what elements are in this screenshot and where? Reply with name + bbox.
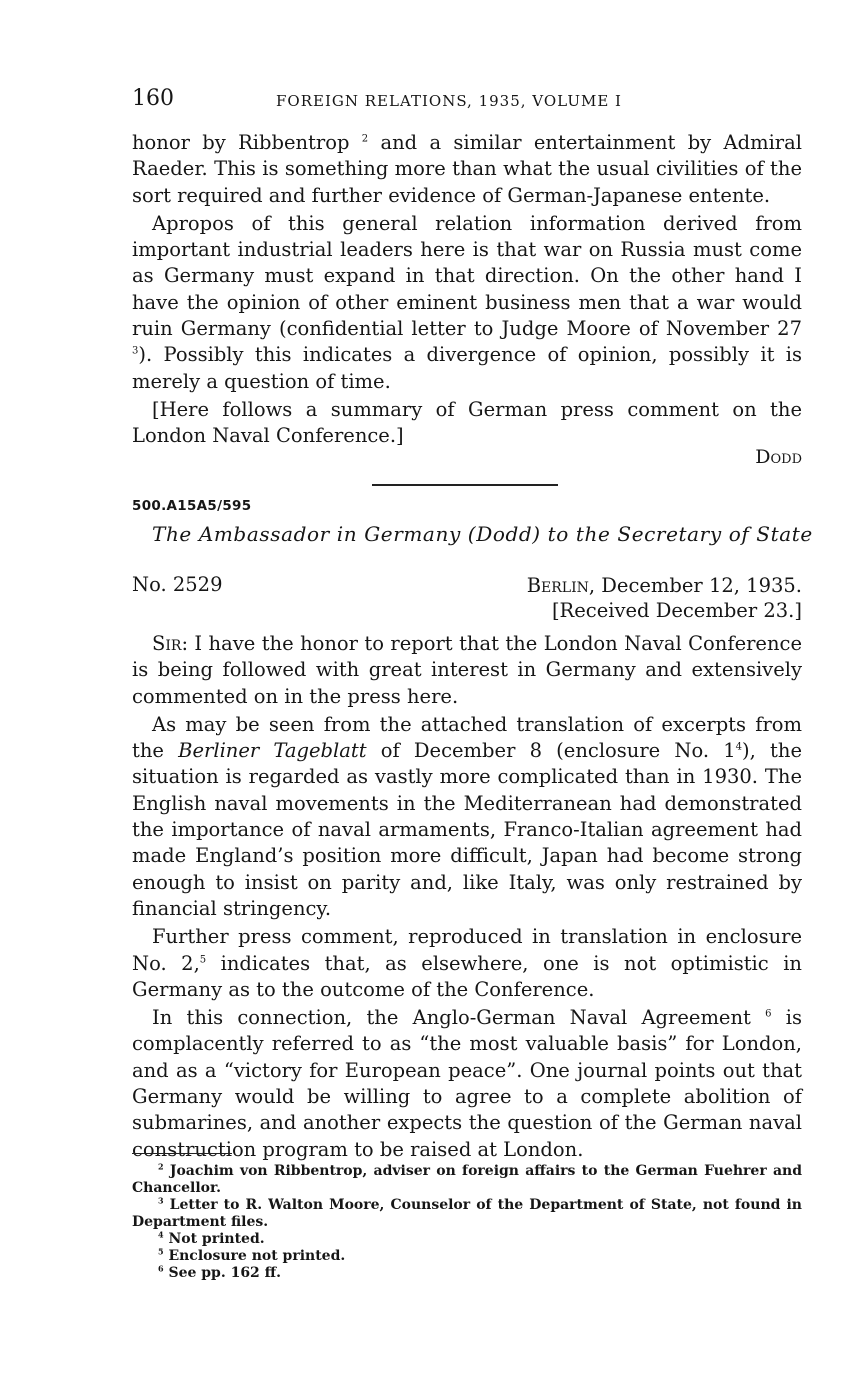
text-run: indicates that, as elsewhere, one is not optimistic in Germany as to the outcome of the Conference. [132,951,802,1001]
footnote-mark: 6 [158,1263,164,1274]
salutation: Sir [152,632,182,655]
footnote-ref: 3 [132,345,139,357]
footnote [132,1163,802,1197]
footnote-text: Joachim von Ribbentrop, adviser on foreign affairs to the German Fuehrer and Chancellor. [132,1163,802,1196]
previous-document-text [132,130,802,450]
text-run: of December 8 (enclosure No. 1 [366,739,736,763]
dateline [527,573,802,623]
footnote [132,1197,802,1231]
document-title: The Ambassador in Germany (Dodd) to the Secretary of State [152,522,813,546]
date-text: , December 12, 1935. [588,574,802,597]
footnote-text: See pp. 162 ff. [163,1265,282,1281]
date-place: Berlin [526,574,589,597]
footnote-ref: 5 [199,954,207,966]
footnotes [132,1163,802,1282]
footnote [132,1231,802,1248]
text-run: ). Possibly this indicates a divergence of opinion, possibly it is merely a question of time. [132,343,802,393]
signature: Dodd [755,446,802,468]
file-number: 500.A15A5/595 [132,498,252,514]
page-header [132,86,802,116]
footnote-mark: 4 [158,1229,164,1240]
running-head: FOREIGN RELATIONS, 1935, VOLUME I [276,92,622,110]
paragraph [132,211,802,395]
received-date: [Received December 23.] [551,599,802,622]
newspaper-title: Berliner Tageblatt [178,739,367,763]
text-run: Apropos of this general relation information derived from important industrial leaders here is that war on Russia must come as Germany must expand in that direction. On the other hand I have the opinion of other eminent business men that a war would ruin Germany (confidential letter to Judge Moore of November 27 [132,211,802,341]
paragraph [132,130,802,209]
text-run: and a similar entertainment by Admiral Raeder. This is something more than what the usual civilities of the sort required and further evidence of German-Japanese entente. [132,131,802,207]
footnote-text: Letter to R. Walton Moore, Counselor of the Department of State, not found in Department files. [132,1197,802,1230]
text-run: ), the situation is regarded as vastly more complicated than in 1930. The English naval movements in the Mediterranean had demonstrated the importance of naval armaments, Franco-Italian agreement had made England’s position more difficult, Japan had become strong enough to insist on parity and, like Italy, was only restrained by financial stringency. [132,739,802,920]
text-run: is complacently referred to as “the most valuable basis” for London, and as a “victory for European peace”. One journal points out that Germany would be willing to agree to a complete abolition of submarines, and another expects the question of the German naval construction program to be raised at London. [132,1006,802,1161]
footnote-ref: 2 [361,133,369,145]
document-body [132,631,802,1163]
text-run: Further press comment, reproduced in translation in enclosure No. 2, [132,925,802,975]
text-run: : I have the honor to report that the London Naval Conference is being followed with great interest in Germany and extensively commented on in the press here. [132,632,802,708]
page-number: 160 [132,86,174,111]
text-run: As may be seen from the attached translation of excerpts from the [132,712,802,763]
footnote-mark: 2 [158,1161,164,1172]
footnote-divider [132,1153,232,1154]
footnote [132,1265,802,1282]
paragraph [132,924,802,1003]
text-run: [Here follows a summary of German press comment on the London Naval Conference.] [132,397,802,448]
footnote-mark: 3 [158,1195,164,1206]
footnote-ref: 4 [735,741,743,753]
section-divider [372,484,558,486]
date-line [527,573,802,598]
paragraph [132,631,802,710]
paragraph [132,1005,802,1163]
paragraph [132,397,802,450]
footnote-mark: 5 [158,1246,164,1257]
footnote [132,1248,802,1265]
paragraph [132,712,802,922]
footnote-text: Not printed. [163,1231,265,1247]
text-run: In this connection, the Anglo-German Naval Agreement [152,1006,751,1030]
footnote-text: Enclosure not printed. [163,1248,346,1264]
text-run: honor by Ribbentrop [132,131,350,154]
document-number: No. 2529 [132,573,223,596]
footnote-ref: 6 [765,1008,772,1020]
